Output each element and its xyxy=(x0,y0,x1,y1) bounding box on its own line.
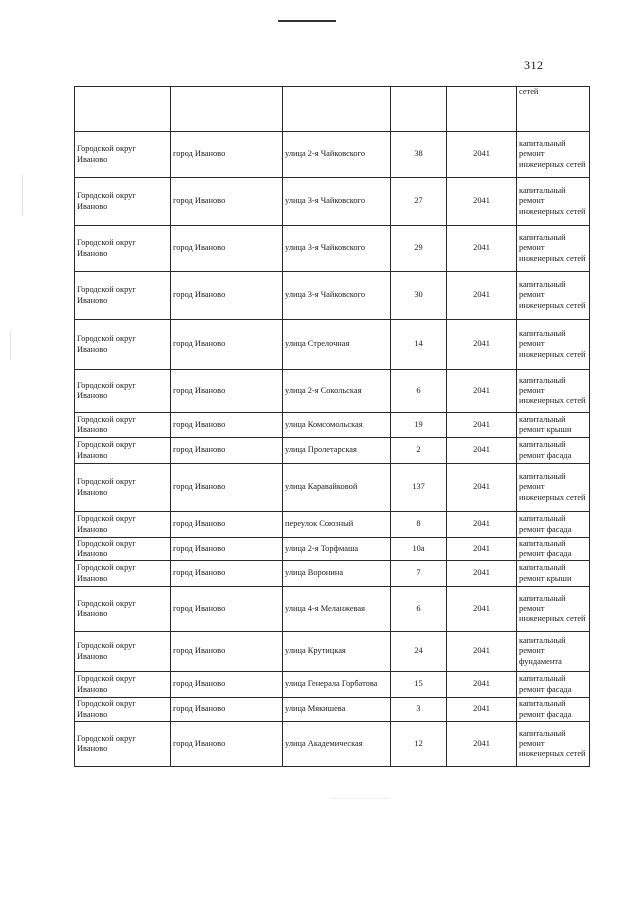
cell-year: 2041 xyxy=(447,538,517,561)
cell-city: город Иваново xyxy=(171,722,283,767)
cell-district: Городской округ Иваново xyxy=(75,272,171,320)
table-row xyxy=(75,698,590,722)
cell-year: 2041 xyxy=(447,272,517,320)
cell-district: Городской округ Иваново xyxy=(75,320,171,370)
cell-house: 8 xyxy=(391,512,447,538)
table-row xyxy=(75,413,590,438)
cell-year: 2041 xyxy=(447,132,517,178)
cell-city: город Иваново xyxy=(171,178,283,226)
cell-city: город Иваново xyxy=(171,512,283,538)
cell-work: капитальный ремонт фасада xyxy=(517,438,590,464)
cell-street: улица 3-я Чайковского xyxy=(283,226,391,272)
cell-district: Городской округ Иваново xyxy=(75,370,171,413)
cell-city: город Иваново xyxy=(171,370,283,413)
cell-city xyxy=(171,87,283,132)
scan-artifact xyxy=(10,330,11,360)
repair-schedule-table xyxy=(74,86,590,767)
table-row xyxy=(75,370,590,413)
cell-work: капитальный ремонт фасада xyxy=(517,672,590,698)
cell-district xyxy=(75,87,171,132)
cell-year: 2041 xyxy=(447,632,517,672)
cell-street: улица Пролетарская xyxy=(283,438,391,464)
table-row xyxy=(75,587,590,632)
table-row xyxy=(75,538,590,561)
cell-work: капитальный ремонт инженерных сетей xyxy=(517,464,590,512)
cell-work: капитальный ремонт инженерных сетей xyxy=(517,587,590,632)
cell-street: переулок Союзный xyxy=(283,512,391,538)
table-row xyxy=(75,272,590,320)
cell-house: 137 xyxy=(391,464,447,512)
cell-street: улица 2-я Торфмаша xyxy=(283,538,391,561)
table-row xyxy=(75,464,590,512)
cell-year: 2041 xyxy=(447,370,517,413)
cell-street: улица Комсомольская xyxy=(283,413,391,438)
cell-house: 19 xyxy=(391,413,447,438)
cell-district: Городской округ Иваново xyxy=(75,672,171,698)
scan-artifact xyxy=(22,175,23,215)
cell-street: улица 3-я Чайковского xyxy=(283,272,391,320)
cell-year: 2041 xyxy=(447,722,517,767)
cell-city: город Иваново xyxy=(171,438,283,464)
cell-district: Городской округ Иваново xyxy=(75,178,171,226)
cell-city: город Иваново xyxy=(171,272,283,320)
table-row xyxy=(75,438,590,464)
cell-city: город Иваново xyxy=(171,320,283,370)
cell-street: улица Крутицкая xyxy=(283,632,391,672)
cell-district: Городской округ Иваново xyxy=(75,722,171,767)
table-row xyxy=(75,512,590,538)
cell-year: 2041 xyxy=(447,320,517,370)
cell-district: Городской округ Иваново xyxy=(75,226,171,272)
cell-district: Городской округ Иваново xyxy=(75,413,171,438)
cell-city: город Иваново xyxy=(171,538,283,561)
cell-street: улица Академическая xyxy=(283,722,391,767)
cell-city: город Иваново xyxy=(171,632,283,672)
cell-year: 2041 xyxy=(447,178,517,226)
cell-street: улица Воронина xyxy=(283,561,391,587)
cell-district: Городской округ Иваново xyxy=(75,512,171,538)
cell-city: город Иваново xyxy=(171,464,283,512)
cell-city: город Иваново xyxy=(171,561,283,587)
cell-work: капитальный ремонт инженерных сетей xyxy=(517,178,590,226)
cell-house: 10а xyxy=(391,538,447,561)
cell-work: капитальный ремонт фасада xyxy=(517,512,590,538)
cell-district: Городской округ Иваново xyxy=(75,438,171,464)
cell-house: 6 xyxy=(391,370,447,413)
cell-street: улица 3-я Чайковского xyxy=(283,178,391,226)
header-rule xyxy=(278,20,336,22)
cell-house: 27 xyxy=(391,178,447,226)
cell-work: капитальный ремонт крыши xyxy=(517,413,590,438)
cell-house: 7 xyxy=(391,561,447,587)
cell-city: город Иваново xyxy=(171,226,283,272)
table-row xyxy=(75,320,590,370)
cell-house: 24 xyxy=(391,632,447,672)
table-row xyxy=(75,178,590,226)
cell-district: Городской округ Иваново xyxy=(75,698,171,722)
cell-district: Городской округ Иваново xyxy=(75,587,171,632)
cell-work: капитальный ремонт инженерных сетей xyxy=(517,272,590,320)
table-row xyxy=(75,632,590,672)
cell-street: улица 4-я Меланжевая xyxy=(283,587,391,632)
cell-city: город Иваново xyxy=(171,672,283,698)
cell-work: капитальный ремонт инженерных сетей xyxy=(517,320,590,370)
cell-street xyxy=(283,87,391,132)
cell-work: капитальный ремонт инженерных сетей xyxy=(517,722,590,767)
cell-year: 2041 xyxy=(447,464,517,512)
cell-house: 2 xyxy=(391,438,447,464)
cell-house: 12 xyxy=(391,722,447,767)
cell-house: 38 xyxy=(391,132,447,178)
cell-street: улица 2-я Чайковского xyxy=(283,132,391,178)
cell-work: капитальный ремонт фасада xyxy=(517,698,590,722)
cell-street: улица Стрелочная xyxy=(283,320,391,370)
cell-year: 2041 xyxy=(447,587,517,632)
cell-district: Городской округ Иваново xyxy=(75,132,171,178)
cell-year: 2041 xyxy=(447,438,517,464)
table-row xyxy=(75,722,590,767)
cell-street: улица Каравайковой xyxy=(283,464,391,512)
cell-district: Городской округ Иваново xyxy=(75,538,171,561)
cell-year: 2041 xyxy=(447,413,517,438)
cell-house: 30 xyxy=(391,272,447,320)
table-row xyxy=(75,226,590,272)
cell-year xyxy=(447,87,517,132)
table-row xyxy=(75,561,590,587)
cell-house: 29 xyxy=(391,226,447,272)
table-row xyxy=(75,132,590,178)
cell-year: 2041 xyxy=(447,561,517,587)
table-row xyxy=(75,672,590,698)
cell-street: улица 2-я Сокольская xyxy=(283,370,391,413)
cell-work: капитальный ремонт инженерных сетей xyxy=(517,370,590,413)
cell-work: капитальный ремонт инженерных сетей xyxy=(517,226,590,272)
cell-city: город Иваново xyxy=(171,698,283,722)
table-body xyxy=(75,87,590,767)
cell-house: 15 xyxy=(391,672,447,698)
cell-city: город Иваново xyxy=(171,132,283,178)
cell-year: 2041 xyxy=(447,512,517,538)
cell-work: капитальный ремонт инженерных сетей xyxy=(517,132,590,178)
cell-district: Городской округ Иваново xyxy=(75,464,171,512)
cell-work: капитальный ремонт крыши xyxy=(517,561,590,587)
cell-street: улица Мякишева xyxy=(283,698,391,722)
cell-street: улица Генерала Горбатова xyxy=(283,672,391,698)
cell-house: 3 xyxy=(391,698,447,722)
cell-city: город Иваново xyxy=(171,587,283,632)
cell-year: 2041 xyxy=(447,672,517,698)
cell-work: сетей xyxy=(517,87,590,132)
cell-house: 14 xyxy=(391,320,447,370)
cell-city: город Иваново xyxy=(171,413,283,438)
cell-district: Городской округ Иваново xyxy=(75,632,171,672)
cell-district: Городской округ Иваново xyxy=(75,561,171,587)
cell-year: 2041 xyxy=(447,226,517,272)
cell-work: капитальный ремонт фундамента xyxy=(517,632,590,672)
cell-house xyxy=(391,87,447,132)
table-row-continuation xyxy=(75,87,590,132)
cell-house: 6 xyxy=(391,587,447,632)
cell-work: капитальный ремонт фасада xyxy=(517,538,590,561)
scan-artifact xyxy=(330,798,390,799)
page-number: 312 xyxy=(524,58,544,72)
cell-year: 2041 xyxy=(447,698,517,722)
